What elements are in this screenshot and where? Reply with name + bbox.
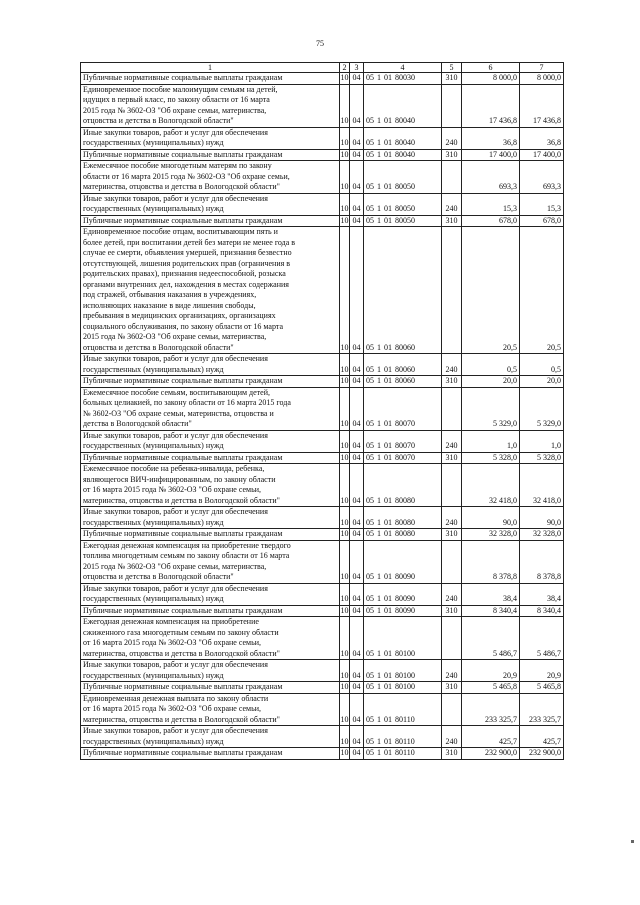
row-name: Публичные нормативные социальные выплаты гражданам bbox=[81, 529, 340, 541]
row-section: 10 bbox=[340, 540, 350, 583]
row-amount-col6: 5 486,7 bbox=[462, 617, 520, 660]
row-section: 10 bbox=[340, 605, 349, 615]
row-amount-col6: 38,4 bbox=[462, 583, 520, 605]
row-expense-type: 240 bbox=[442, 354, 462, 376]
row-name: Публичные нормативные социальные выплаты гражданам bbox=[81, 149, 340, 161]
table-row bbox=[81, 73, 564, 85]
row-subsection: 04 bbox=[350, 540, 364, 583]
row-subsection: 04 bbox=[350, 161, 364, 194]
row-target-code: 05 1 01 80050 bbox=[364, 193, 442, 215]
row-name: Единовременное пособие отцам, воспитывающим пять и более детей, при воспитании детей без матери не менее года в случае ее смерти, объявления умершей, признания безвестно отсутствующей, лишения родительских прав (ограничения в родительских правах), признания недееспособной, розыска органами внутренних дел, нахождения в местах содержания под стражей, отбывания наказания в учреждениях, исполняющих наказание в виде лишения свободы, пребывания в медицинских организациях, организациях социального обслуживания, по закону области от 16 марта 2015 года № 3602-ОЗ "Об охране семьи, материнства, отцовства и детства в Вологодской области" bbox=[81, 227, 340, 354]
row-amount-col7: 8 378,8 bbox=[520, 540, 564, 583]
row-subsection: 04 bbox=[350, 583, 364, 605]
row-expense-type: 240 bbox=[442, 583, 462, 605]
row-name: Иные закупки товаров, работ и услуг для обеспечения государственных (муниципальных) нужд bbox=[81, 507, 340, 529]
row-section: 10 bbox=[340, 583, 350, 605]
row-expense-type bbox=[442, 84, 462, 127]
row-target-code: 05 1 01 80030 bbox=[364, 73, 442, 85]
table-row bbox=[81, 149, 564, 161]
row-expense-type: 240 bbox=[442, 726, 462, 748]
row-amount-col6: 20,0 bbox=[462, 376, 520, 388]
row-target-code: 05 1 01 80080 bbox=[364, 507, 442, 529]
row-expense-type: 310 bbox=[442, 73, 462, 85]
row-amount-col7: 1,0 bbox=[520, 430, 564, 452]
table-row bbox=[81, 430, 564, 452]
row-name: Ежемесячное пособие семьям, воспитывающим детей, больных целиакией, по закону области от 16 марта 2015 года № 3602-ОЗ "Об охране семьи, материнства, отцовства и детства в Вологодской области" bbox=[81, 387, 340, 430]
row-expense-type: 240 bbox=[442, 193, 462, 215]
row-subsection: 04 bbox=[350, 682, 364, 694]
row-amount-col6: 232 900,0 bbox=[462, 748, 520, 760]
row-section: 10 bbox=[340, 660, 350, 682]
budget-table bbox=[80, 62, 564, 760]
row-amount-col6: 90,0 bbox=[462, 507, 520, 529]
table-row bbox=[81, 227, 564, 354]
row-amount-col6: 32 328,0 bbox=[462, 529, 520, 541]
row-name: Публичные нормативные социальные выплаты гражданам bbox=[81, 215, 340, 227]
row-subsection: 04 bbox=[350, 748, 364, 760]
row-subsection: 04 bbox=[350, 507, 364, 529]
header-row bbox=[81, 63, 564, 73]
row-name: Единовременная денежная выплата по закону области от 16 марта 2015 года № 3602-ОЗ "Об охране семьи, материнства, отцовства и детства в Вологодской области" bbox=[81, 693, 340, 726]
header-col-6: 6 bbox=[462, 63, 520, 73]
row-section: 10 bbox=[340, 726, 350, 748]
row-name: Иные закупки товаров, работ и услуг для обеспечения государственных (муниципальных) нужд bbox=[81, 726, 340, 748]
row-expense-type bbox=[442, 387, 462, 430]
row-subsection: 04 bbox=[350, 617, 364, 660]
table-row bbox=[81, 507, 564, 529]
row-section: 10 bbox=[340, 84, 350, 127]
row-amount-col6: 233 325,7 bbox=[462, 693, 520, 726]
table-row bbox=[81, 387, 564, 430]
row-target-code: 05 1 01 80050 bbox=[364, 215, 442, 227]
table-row bbox=[81, 748, 564, 760]
row-name: Ежегодная денежная компенсация на приобретение твердого топлива многодетным семьям по закону области от 16 марта 2015 года № 3602-ОЗ "Об охране семьи, материнства, отцовства и детства в Вологодской области" bbox=[81, 540, 340, 583]
row-amount-col6: 5 328,0 bbox=[462, 452, 520, 464]
header-col-2: 2 bbox=[340, 63, 350, 73]
header-col-5: 5 bbox=[442, 63, 462, 73]
row-expense-type: 310 bbox=[442, 682, 462, 694]
row-subsection: 04 bbox=[350, 376, 364, 388]
row-section: 10 bbox=[340, 617, 350, 660]
row-target-code: 05 1 01 80070 bbox=[364, 430, 442, 452]
row-amount-col6: 20,5 bbox=[462, 227, 520, 354]
row-expense-type: 310 bbox=[442, 452, 462, 464]
table-row bbox=[81, 193, 564, 215]
row-target-code: 05 1 01 80100 bbox=[364, 660, 442, 682]
row-subsection: 04 bbox=[350, 149, 364, 161]
row-name: Публичные нормативные социальные выплаты гражданам bbox=[81, 605, 340, 617]
row-subsection: 04 bbox=[350, 354, 364, 376]
row-amount-col7: 5 486,7 bbox=[520, 617, 564, 660]
table-row bbox=[81, 617, 564, 660]
row-amount-col7: 32 418,0 bbox=[520, 464, 564, 507]
row-section: 10 bbox=[340, 73, 349, 82]
table-row bbox=[81, 464, 564, 507]
row-amount-col6: 15,3 bbox=[462, 193, 520, 215]
row-subsection: 04 bbox=[350, 464, 364, 507]
row-amount-col6: 36,8 bbox=[462, 127, 520, 149]
row-amount-col7: 20,5 bbox=[520, 227, 564, 354]
row-expense-type: 310 bbox=[442, 605, 462, 617]
row-amount-col7: 232 900,0 bbox=[520, 748, 564, 760]
row-section: 10 bbox=[340, 693, 350, 726]
table-row bbox=[81, 540, 564, 583]
row-section: 10 bbox=[340, 387, 350, 430]
row-amount-col6: 20,9 bbox=[462, 660, 520, 682]
row-target-code: 05 1 01 80080 bbox=[364, 529, 442, 541]
row-amount-col7: 20,0 bbox=[520, 376, 564, 388]
row-section: 10 bbox=[340, 529, 349, 538]
row-subsection: 04 bbox=[350, 127, 364, 149]
row-target-code: 05 1 01 80080 bbox=[364, 464, 442, 507]
row-amount-col7: 425,7 bbox=[520, 726, 564, 748]
row-expense-type bbox=[442, 227, 462, 354]
row-expense-type: 310 bbox=[442, 529, 462, 541]
row-subsection: 04 bbox=[350, 215, 364, 227]
row-subsection: 04 bbox=[350, 726, 364, 748]
row-name: Публичные нормативные социальные выплаты гражданам bbox=[81, 376, 340, 388]
row-amount-col7: 8 000,0 bbox=[520, 73, 564, 85]
row-section: 10 bbox=[340, 430, 350, 452]
row-amount-col7: 17 436,8 bbox=[520, 84, 564, 127]
row-amount-col7: 32 328,0 bbox=[520, 529, 564, 541]
row-section: 10 bbox=[340, 161, 350, 194]
row-name: Иные закупки товаров, работ и услуг для обеспечения государственных (муниципальных) нужд bbox=[81, 430, 340, 452]
table-row bbox=[81, 215, 564, 227]
row-name: Иные закупки товаров, работ и услуг для обеспечения государственных (муниципальных) нужд bbox=[81, 660, 340, 682]
row-expense-type bbox=[442, 693, 462, 726]
row-target-code: 05 1 01 80050 bbox=[364, 161, 442, 194]
header-col-7: 7 bbox=[520, 63, 564, 73]
row-amount-col6: 0,5 bbox=[462, 354, 520, 376]
row-target-code: 05 1 01 80110 bbox=[364, 748, 442, 760]
row-amount-col6: 693,3 bbox=[462, 161, 520, 194]
header-col-1: 1 bbox=[81, 63, 340, 73]
row-expense-type: 240 bbox=[442, 660, 462, 682]
table-row bbox=[81, 354, 564, 376]
row-amount-col7: 5 329,0 bbox=[520, 387, 564, 430]
row-amount-col6: 5 329,0 bbox=[462, 387, 520, 430]
row-target-code: 05 1 01 80100 bbox=[364, 617, 442, 660]
row-name: Публичные нормативные социальные выплаты гражданам bbox=[81, 682, 340, 694]
row-subsection: 04 bbox=[350, 193, 364, 215]
table-row bbox=[81, 583, 564, 605]
row-amount-col7: 15,3 bbox=[520, 193, 564, 215]
row-amount-col7: 38,4 bbox=[520, 583, 564, 605]
table-row bbox=[81, 84, 564, 127]
row-amount-col6: 8 378,8 bbox=[462, 540, 520, 583]
row-subsection: 04 bbox=[350, 387, 364, 430]
row-name: Иные закупки товаров, работ и услуг для обеспечения государственных (муниципальных) нужд bbox=[81, 583, 340, 605]
row-expense-type bbox=[442, 617, 462, 660]
row-amount-col7: 678,0 bbox=[520, 215, 564, 227]
row-name: Иные закупки товаров, работ и услуг для обеспечения государственных (муниципальных) нужд bbox=[81, 193, 340, 215]
page-number: 75 bbox=[316, 39, 324, 48]
row-section: 10 bbox=[340, 376, 349, 385]
row-target-code: 05 1 01 80070 bbox=[364, 452, 442, 464]
row-name: Ежемесячное пособие на ребенка-инвалида, ребенка, являющегося ВИЧ-инфицированным, по закону области от 16 марта 2015 года № 3602-ОЗ "Об охране семьи, материнства, отцовства и детства в Вологодской области" bbox=[81, 464, 340, 507]
table-row bbox=[81, 660, 564, 682]
table-row bbox=[81, 452, 564, 464]
table-row bbox=[81, 682, 564, 694]
row-name: Публичные нормативные социальные выплаты гражданам bbox=[81, 452, 340, 464]
row-name: Публичные нормативные социальные выплаты гражданам bbox=[81, 748, 340, 760]
row-amount-col7: 693,3 bbox=[520, 161, 564, 194]
row-section: 10 bbox=[340, 452, 349, 462]
row-name: Иные закупки товаров, работ и услуг для обеспечения государственных (муниципальных) нужд bbox=[81, 354, 340, 376]
row-section: 10 bbox=[340, 127, 350, 149]
table-row bbox=[81, 726, 564, 748]
row-name: Единовременное пособие малоимущим семьям на детей, идущих в первый класс, по закону области от 16 марта 2015 года № 3602-ОЗ "Об охране семьи, материнства, отцовства и детства в Вологодской области" bbox=[81, 84, 340, 127]
row-subsection: 04 bbox=[350, 693, 364, 726]
row-amount-col6: 8 000,0 bbox=[462, 73, 520, 85]
row-amount-col7: 5 465,8 bbox=[520, 682, 564, 694]
row-name: Иные закупки товаров, работ и услуг для обеспечения государственных (муниципальных) нужд bbox=[81, 127, 340, 149]
table-row bbox=[81, 605, 564, 617]
row-subsection: 04 bbox=[350, 73, 364, 85]
row-name: Публичные нормативные социальные выплаты гражданам bbox=[81, 73, 340, 85]
row-section: 10 bbox=[340, 193, 350, 215]
row-expense-type: 310 bbox=[442, 215, 462, 227]
row-section: 10 bbox=[340, 215, 349, 225]
row-subsection: 04 bbox=[350, 452, 364, 464]
row-section: 10 bbox=[340, 682, 349, 691]
row-amount-col6: 8 340,4 bbox=[462, 605, 520, 617]
row-target-code: 05 1 01 80110 bbox=[364, 726, 442, 748]
row-target-code: 05 1 01 80040 bbox=[364, 84, 442, 127]
row-subsection: 04 bbox=[350, 84, 364, 127]
row-amount-col6: 1,0 bbox=[462, 430, 520, 452]
row-target-code: 05 1 01 80070 bbox=[364, 387, 442, 430]
scan-mark bbox=[631, 840, 634, 843]
row-target-code: 05 1 01 80040 bbox=[364, 149, 442, 161]
row-target-code: 05 1 01 80040 bbox=[364, 127, 442, 149]
row-expense-type bbox=[442, 540, 462, 583]
row-target-code: 05 1 01 80060 bbox=[364, 354, 442, 376]
row-amount-col6: 17 400,0 bbox=[462, 149, 520, 161]
row-expense-type: 310 bbox=[442, 748, 462, 760]
row-amount-col7: 0,5 bbox=[520, 354, 564, 376]
row-subsection: 04 bbox=[350, 430, 364, 452]
table-row bbox=[81, 161, 564, 194]
row-amount-col7: 233 325,7 bbox=[520, 693, 564, 726]
row-expense-type bbox=[442, 161, 462, 194]
table-body bbox=[81, 73, 564, 760]
header-col-4: 4 bbox=[364, 63, 442, 73]
row-name: Ежемесячное пособие многодетным матерям по закону области от 16 марта 2015 года № 3602-ОЗ "Об охране семьи, материнства, отцовства и детства в Вологодской области" bbox=[81, 161, 340, 194]
table-row bbox=[81, 127, 564, 149]
row-target-code: 05 1 01 80110 bbox=[364, 693, 442, 726]
row-target-code: 05 1 01 80090 bbox=[364, 540, 442, 583]
row-amount-col7: 17 400,0 bbox=[520, 149, 564, 161]
row-target-code: 05 1 01 80060 bbox=[364, 227, 442, 354]
row-expense-type: 240 bbox=[442, 507, 462, 529]
row-amount-col6: 5 465,8 bbox=[462, 682, 520, 694]
row-section: 10 bbox=[340, 464, 350, 507]
row-amount-col6: 425,7 bbox=[462, 726, 520, 748]
row-expense-type: 240 bbox=[442, 127, 462, 149]
row-section: 10 bbox=[340, 748, 349, 757]
row-amount-col7: 36,8 bbox=[520, 127, 564, 149]
row-name: Ежегодная денежная компенсация на приобретение сжиженного газа многодетным семьям по закону области от 16 марта 2015 года № 3602-ОЗ "Об охране семьи, материнства, отцовства и детства в Вологодской области" bbox=[81, 617, 340, 660]
row-amount-col6: 32 418,0 bbox=[462, 464, 520, 507]
row-target-code: 05 1 01 80100 bbox=[364, 682, 442, 694]
table-row bbox=[81, 529, 564, 541]
row-expense-type: 240 bbox=[442, 430, 462, 452]
row-amount-col7: 20,9 bbox=[520, 660, 564, 682]
row-section: 10 bbox=[340, 507, 350, 529]
row-subsection: 04 bbox=[350, 605, 364, 617]
row-section: 10 bbox=[340, 227, 350, 354]
table-row bbox=[81, 693, 564, 726]
row-expense-type: 310 bbox=[442, 376, 462, 388]
row-amount-col7: 90,0 bbox=[520, 507, 564, 529]
row-target-code: 05 1 01 80060 bbox=[364, 376, 442, 388]
row-target-code: 05 1 01 80090 bbox=[364, 583, 442, 605]
row-amount-col7: 5 328,0 bbox=[520, 452, 564, 464]
row-target-code: 05 1 01 80090 bbox=[364, 605, 442, 617]
row-amount-col7: 8 340,4 bbox=[520, 605, 564, 617]
header-col-3: 3 bbox=[350, 63, 364, 73]
row-expense-type bbox=[442, 464, 462, 507]
row-amount-col6: 17 436,8 bbox=[462, 84, 520, 127]
row-subsection: 04 bbox=[350, 227, 364, 354]
row-expense-type: 310 bbox=[442, 149, 462, 161]
row-subsection: 04 bbox=[350, 529, 364, 541]
row-subsection: 04 bbox=[350, 660, 364, 682]
row-amount-col6: 678,0 bbox=[462, 215, 520, 227]
row-section: 10 bbox=[340, 149, 349, 159]
row-section: 10 bbox=[340, 354, 350, 376]
table-row bbox=[81, 376, 564, 388]
